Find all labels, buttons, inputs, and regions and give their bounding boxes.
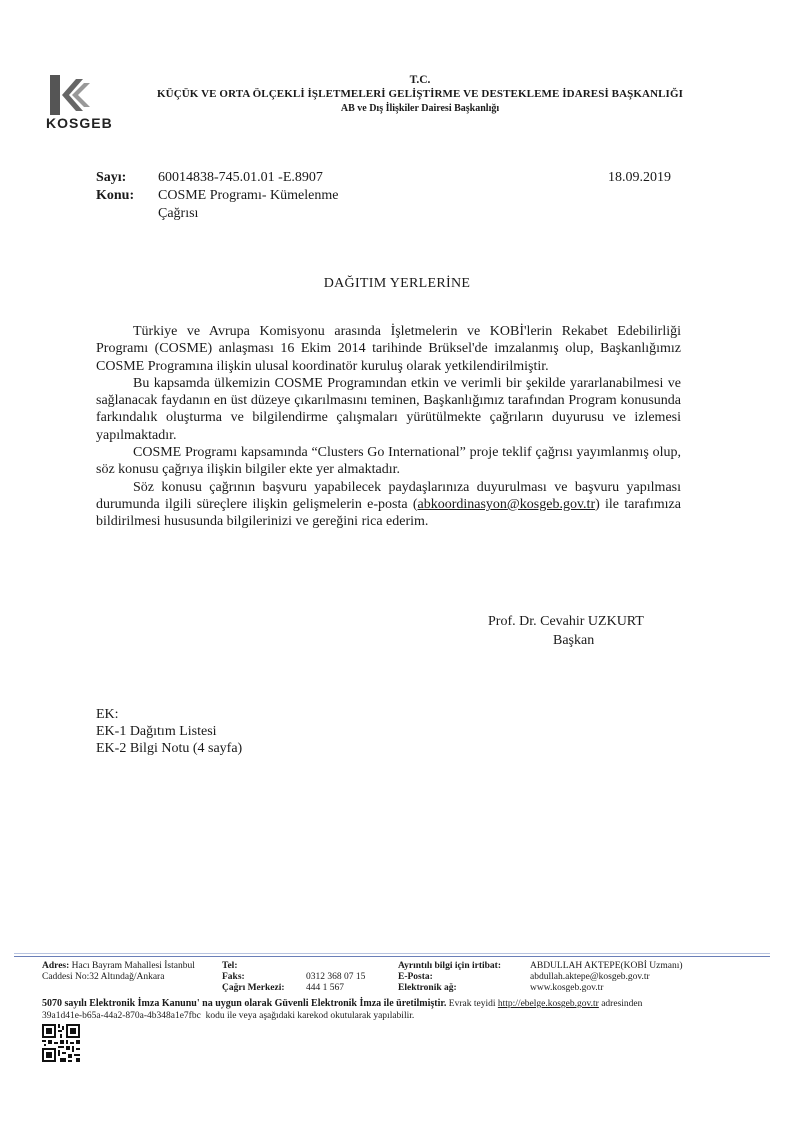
esign-bold: 5070 sayılı Elektronik İmza Kanunu' na uygun olarak Güvenli Elektronik İmza ile üretilmiştir. <box>42 998 447 1009</box>
paragraph-3: COSME Programı kapsamında “Clusters Go International” proje teklif çağrısı yayımlanmış olup, söz konusu çağrıya ilişkin bilgiler ekte yer almaktadır. <box>96 445 681 478</box>
attachment-item-2: EK-2 Bilgi Notu (4 sayfa) <box>96 741 243 756</box>
document-code-line <box>42 1011 414 1021</box>
address-label: Adres: <box>42 961 70 971</box>
footer-divider-light <box>14 953 770 954</box>
sayi-value: 60014838-745.01.01 -E.8907 <box>158 170 323 185</box>
paragraph-4-before: Söz konusu çağrının başvuru yapabilecek paydaşlarınıza duyurulması ve başvuru yapılması durumunda ilgili süreçlere ilişkin gelişmelerin e-posta ( <box>96 479 681 512</box>
faks-value: 0312 368 07 15 <box>306 972 366 982</box>
address-line-1: Hacı Bayram Mahallesi İstanbul <box>71 961 195 971</box>
signer-name: Prof. Dr. Cevahir UZKURT <box>488 614 644 629</box>
paragraph-2: Bu kapsamda ülkemizin COSME Programından etkin ve verimli bir şekilde yararlanabilmesi ve sağlanacak faydanın en üst düzeye çıkarılmasını teminen, Başkanlığımız tarafından Program konusunda farkındalık oluşturma ve bilgilendirme çalışmaları yürütülmekte çağrıların duyurusu ve izlemesi yapılmaktadır. <box>96 375 681 443</box>
tel-label: Tel: <box>222 961 238 971</box>
web-label: Elektronik ağ: <box>398 983 457 993</box>
header-organization: KÜÇÜK VE ORTA ÖLÇEKLİ İŞLETMELERİ GELİŞTİRME VE DESTEKLEME İDARESİ BAŞKANLIĞI <box>157 88 683 100</box>
konu-line-1: COSME Programı- Kümelenme <box>158 188 339 203</box>
cagri-value: 444 1 567 <box>306 983 344 993</box>
footer-phone-labels <box>222 961 285 994</box>
ebelge-link[interactable]: http://ebelge.kosgeb.gov.tr <box>497 999 599 1009</box>
footer-divider <box>14 956 770 957</box>
paragraph-4-after: ) ile tarafımıza bildirilmesi hususunda bilgilerinizi ve gereğini rica ederim. <box>96 496 681 530</box>
signer-title: Başkan <box>553 633 595 648</box>
document-code-text: kodu ile veya aşağıdaki karekod okutularak yapılabilir. <box>205 1011 415 1021</box>
header-department: AB ve Dış İlişkiler Dairesi Başkanlığı <box>340 103 500 114</box>
letter-body <box>96 323 681 531</box>
konu-label: Konu: <box>96 188 135 203</box>
distribution-heading: DAĞITIM YERLERİNE <box>323 276 471 291</box>
cagri-label: Çağrı Merkezi: <box>222 983 285 993</box>
address-line-2: Caddesi No:32 Altındağ/Ankara <box>42 972 165 982</box>
kosgeb-logo-icon <box>50 75 90 115</box>
header-tc: T.C. <box>409 74 431 86</box>
esign-after: adresinden <box>601 999 643 1009</box>
document-code: 39a1d41e-b65a-44a2-870a-4b348a1e7fbc <box>42 1011 201 1021</box>
web-value[interactable]: www.kosgeb.gov.tr <box>530 983 604 993</box>
esign-notice <box>42 998 642 1009</box>
sayi-label: Sayı: <box>96 170 127 185</box>
qr-code-icon <box>42 1024 80 1062</box>
footer-contact-labels <box>398 961 501 994</box>
paragraph-1: Türkiye ve Avrupa Komisyonu arasında İşletmelerin ve KOBİ'lerin Rekabet Edebilirliği Programı (COSME) anlaşması 16 Ekim 2014 tarihinde Brüksel'de imzalanmış olup, Başkanlığımız COSME Programına ilişkin ulusal koordinatör kuruluş olarak yetkilendirilmiştir. <box>96 324 681 374</box>
contact-label: Ayrıntılı bilgi için irtibat: <box>398 961 502 971</box>
eposta-label: E-Posta: <box>398 972 433 982</box>
faks-label: Faks: <box>222 972 245 982</box>
footer-contact-values <box>530 961 683 994</box>
eposta-value[interactable]: abdullah.aktepe@kosgeb.gov.tr <box>530 972 650 982</box>
footer-phone-values <box>306 972 365 994</box>
email-link[interactable]: abkoordinasyon@kosgeb.gov.tr <box>417 496 596 512</box>
attachment-item-1: EK-1 Dağıtım Listesi <box>96 724 217 739</box>
konu-line-2: Çağrısı <box>158 206 199 221</box>
contact-value: ABDULLAH AKTEPE(KOBİ Uzmanı) <box>530 961 683 971</box>
footer-address <box>42 961 195 983</box>
esign-text: Evrak teyidi <box>448 999 496 1009</box>
attachments-label: EK: <box>96 707 119 722</box>
logo-text: KOSGEB <box>46 115 113 131</box>
paragraph-4 <box>96 479 681 531</box>
document-date: 18.09.2019 <box>608 170 671 185</box>
